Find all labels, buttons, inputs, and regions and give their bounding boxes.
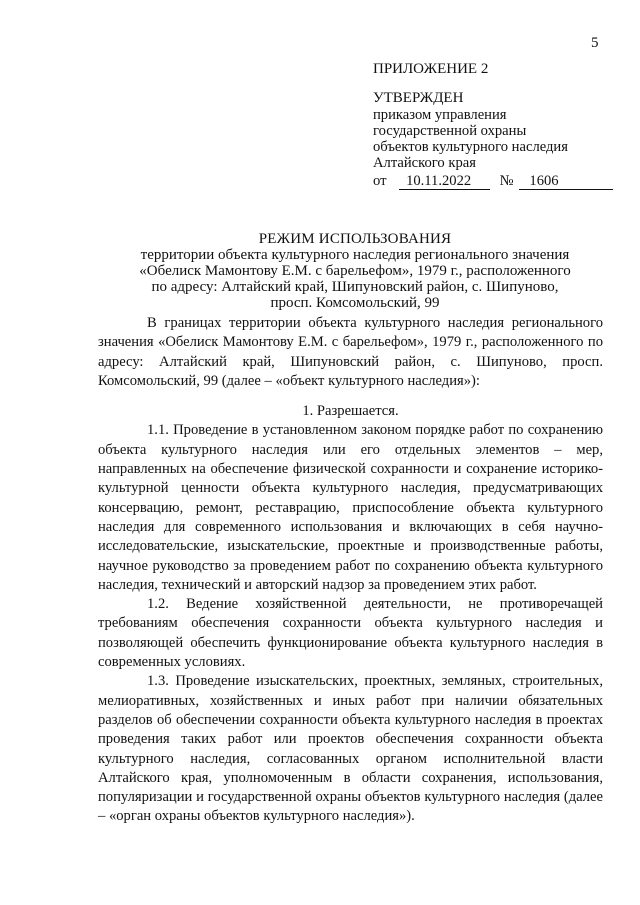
order-date-number-row [373, 173, 613, 190]
intro-paragraph: В границах территории объекта культурного наследия регионального значения «Обелиск Мамонтову Е.М. с барельефом», 1979 г., расположенного по адресу: Алтайский край, Шипуновский район, с. Шипуново, просп. Комсомольский, 99 (далее – «объект культурного наследия»): [98, 315, 603, 389]
item-1-2: 1.2. Ведение хозяйственной деятельности, не противоречащей требованиям обеспечения сохранности объекта культурного наследия и позволяющей обеспечить функционирование объекта культурного наследия в современных условиях. [98, 596, 603, 671]
document-subtitle-line: «Обелиск Мамонтову Е.М. с барельефом», 1979 г., расположенного [139, 263, 571, 279]
approved-label: УТВЕРЖДЕН [373, 90, 464, 106]
number-sign: № [499, 173, 514, 189]
approval-line: приказом управления [373, 107, 507, 123]
document-title: РЕЖИМ ИСПОЛЬЗОВАНИЯ [258, 231, 452, 247]
item-1-1: 1.1. Проведение в установленном законом порядке работ по сохранению объекта культурного наследия или его отдельных элементов – мер, направленных на обеспечение физической сохранности и сохранение историко-культурной ценности объекта культурного наследия, предусматривающих консервацию, ремонт, реставрацию, приспособление объекта культурного наследия для современного использования и включающих в себя научно-исследовательские, изыскательские, проектные и производственные работы, научное руководство за проведением работ по сохранению объекта культурного наследия, технический и авторский надзор за проведением этих работ. [98, 422, 603, 593]
order-number: 1606 [519, 173, 613, 190]
item-1-3: 1.3. Проведение изыскательских, проектных, земляных, строительных, мелиоративных, хозяйственных и иных работ при наличии обязательных разделов об обеспечении сохранности объекта культурного наследия в проектах проведения таких работ или проектов обеспечения сохранности объекта культурного наследия, согласованных органом исполнительной власти Алтайского края, уполномоченным в области сохранения, использования, популяризации и государственной охраны объектов культурного наследия (далее – «орган охраны объектов культурного наследия»). [98, 673, 603, 825]
page-number: 5 [591, 35, 599, 51]
section-heading: 1. Разрешается. [302, 403, 399, 420]
from-label: от [373, 173, 387, 189]
approval-block [373, 61, 613, 190]
document-body [98, 314, 603, 827]
order-date: 10.11.2022 [399, 173, 490, 190]
approval-line: государственной охраны [373, 123, 527, 139]
approval-line: Алтайского края [373, 155, 476, 171]
document-subtitle-line: по адресу: Алтайский край, Шипуновский район, с. Шипуново, [151, 279, 559, 295]
document-title-block [100, 231, 610, 311]
document-subtitle-line: территории объекта культурного наследия регионального значения [140, 247, 570, 263]
approval-line: объектов культурного наследия [373, 139, 568, 155]
appendix-label: ПРИЛОЖЕНИЕ 2 [373, 61, 489, 77]
document-subtitle-line: просп. Комсомольский, 99 [270, 295, 440, 311]
